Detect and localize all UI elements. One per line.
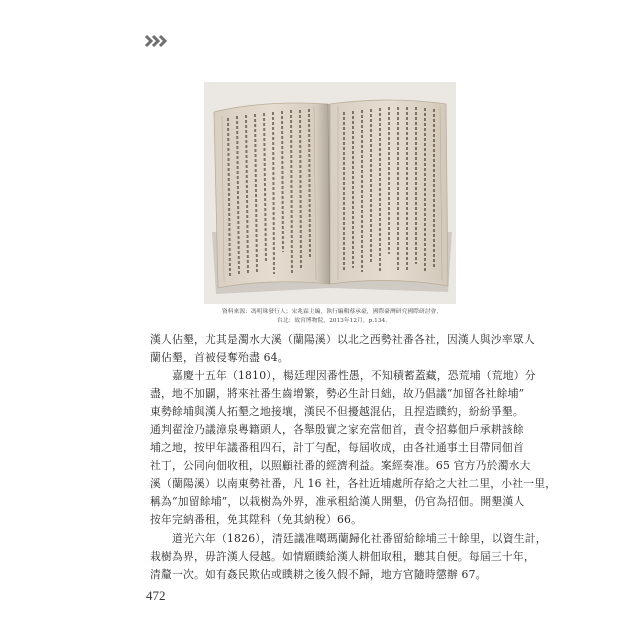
book-illustration — [204, 82, 456, 304]
photo-caption-line1: 資料來源：馮明珠發行人；宋兆霖主編，執行編輯蔡承豪，國際臺灣研究國際研討會， — [221, 309, 443, 315]
paragraph-1 — [150, 331, 535, 367]
page-number: 472 — [146, 588, 166, 603]
text-line: 稱為“加留餘埔”，以栽樹為外界，准承租給漢人開墾，仍官為招佃。開墾漢人 — [150, 495, 525, 508]
text-line: 蘭佔墾，首被侵奪殆盡 64。 — [150, 351, 289, 364]
chevron-icon — [144, 34, 170, 48]
text-line: 通判翟淦乃議漳泉粵籍頭人，各舉殷實之家充當佃首，責令招募佃戶承耕該餘 — [150, 423, 524, 436]
paragraph-2 — [150, 367, 557, 529]
text-line: 道光六年（1826），清廷議准噶瑪蘭歸化社番留給餘埔三十餘里，以資生計， — [172, 532, 547, 545]
text-line: 社丁，公同向佃收租，以照顧社番的經濟利益。案經奏准。65 官方乃於濁水大 — [150, 459, 531, 472]
text-line: 按年完納番租，免其陞科（免其納稅）66。 — [150, 513, 363, 526]
text-line: 嘉慶十五年（1810），楊廷理因番性愚，不知積蓄蓋藏，恐荒埔（荒地）分 — [172, 369, 536, 382]
text-line: 清釐一次。如有姦民欺佔或瞨耕之後久假不歸，地方官隨時懲辦 67。 — [150, 568, 487, 581]
text-line: 東勢餘埔與漢人拓墾之地接壤，漢民不但擾越混佔，且捏造瞨約，紛紛爭墾。 — [150, 405, 524, 418]
text-line: 漢人佔墾，尤其是濁水大溪（蘭陽溪）以北之西勢社番各社，因漢人與沙率眾人 — [150, 333, 535, 346]
photo-caption-line2: 台北：故宮博物院，2013年12月，p.134. — [276, 318, 388, 324]
paragraph-3 — [150, 530, 547, 584]
text-line: 埔之地，按甲年議番租四石，計丁勻配，每屆收成，由各社通事土目帶同佃首 — [150, 441, 524, 454]
text-line: 栽樹為界，毋許漢人侵越。如情願瞨給漢人耕佃取租，聽其自便。每屆三十年， — [150, 550, 535, 563]
text-line: 溪（蘭陽溪）以南東勢社番，凡 16 社，各社近埔處所存給之大社二里，小社一里， — [150, 477, 557, 490]
book-photo — [204, 82, 456, 304]
text-line: 盡，地不加闢，將來社番生齒增繁，勢必生計日絀，故乃倡議“加留各社餘埔” — [150, 387, 525, 400]
